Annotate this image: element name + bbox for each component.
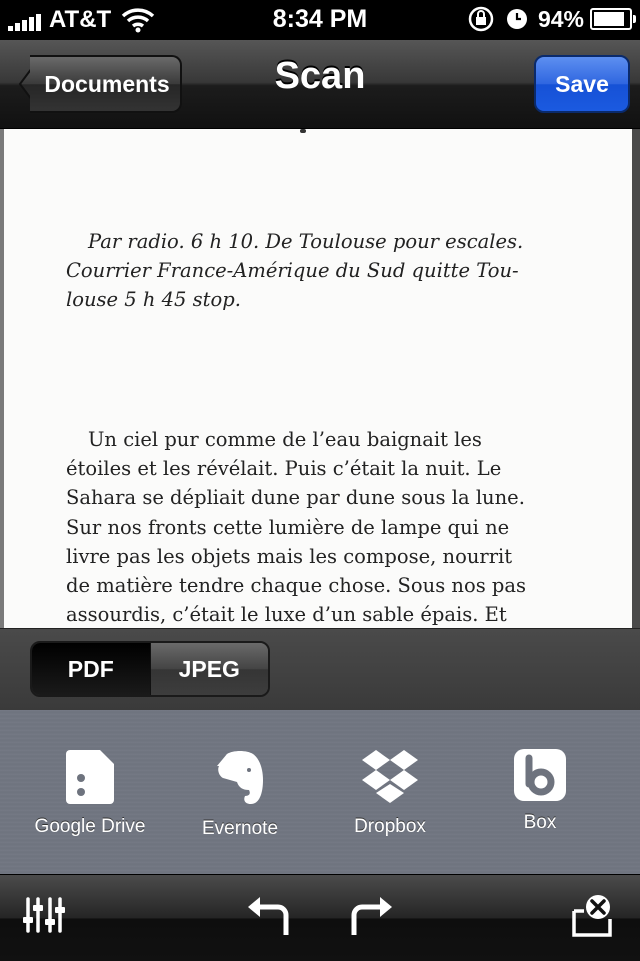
service-label: Evernote [201, 818, 279, 839]
google-drive-button[interactable] [20, 748, 160, 838]
format-jpeg-option[interactable]: JPEG [150, 643, 269, 695]
carrier-name: AT&T [49, 6, 112, 33]
evernote-button[interactable] [170, 748, 310, 840]
body-line: Sahara se dépliait dune par dune sous la lune. [66, 486, 525, 510]
body-line: Un ciel pur comme de l’eau baignait les [88, 428, 482, 451]
dropbox-icon [360, 748, 420, 806]
body-paragraph [66, 425, 546, 628]
delete-page-icon[interactable] [570, 893, 616, 939]
body-line: étoiles et les révélait. Puis c’était la nuit. Le [66, 457, 502, 481]
italic-line: louse 5 h 45 stop. [66, 288, 241, 311]
status-right [466, 5, 632, 33]
body-line: de matière tendre chaque chose. Sous nos pas [66, 574, 527, 598]
format-bar [0, 628, 640, 711]
battery-percent: 94% [537, 5, 584, 32]
back-button-label: Documents [30, 55, 182, 113]
undo-icon[interactable] [246, 893, 294, 937]
format-segmented-control [30, 641, 270, 697]
format-pdf-option[interactable]: PDF [32, 643, 150, 695]
service-label: Box [523, 812, 557, 833]
page-title: Scan [274, 55, 366, 97]
share-services [0, 710, 640, 874]
dropbox-button[interactable] [320, 748, 460, 838]
italic-line: Courrier France-Amérique du Sud quitte Tou- [66, 259, 519, 282]
italic-line: Par radio. 6 h 10. De Toulouse pour escales. [88, 230, 524, 253]
box-button[interactable] [470, 748, 610, 834]
alarm-clock-icon [504, 6, 530, 32]
status-bar [0, 0, 640, 40]
bottom-toolbar [0, 874, 640, 961]
box-icon [513, 748, 567, 802]
italic-paragraph [66, 227, 546, 314]
service-label: Dropbox [354, 816, 426, 837]
body-line: livre pas les objets mais les compose, nourrit [66, 544, 513, 568]
evernote-icon [213, 748, 267, 808]
document-preview[interactable] [0, 129, 640, 628]
service-label: Google Drive [34, 816, 146, 837]
page-speck [300, 129, 306, 133]
save-button[interactable]: Save [534, 55, 630, 113]
google-drive-icon [64, 748, 116, 806]
redo-icon[interactable] [346, 893, 394, 937]
page-edge-left [0, 129, 4, 628]
orientation-lock-icon [466, 5, 496, 33]
battery-fill [594, 12, 624, 26]
adjustments-icon[interactable] [22, 893, 66, 937]
body-line: assourdis, c’était le luxe d’un sable épais. Et [66, 603, 507, 627]
battery-icon [590, 8, 632, 30]
navigation-bar [0, 40, 640, 129]
status-time: 8:34 PM [272, 5, 368, 33]
page-edge-right [632, 129, 640, 628]
body-line: Sur nos fronts cette lumière de lampe qui ne [66, 515, 510, 539]
